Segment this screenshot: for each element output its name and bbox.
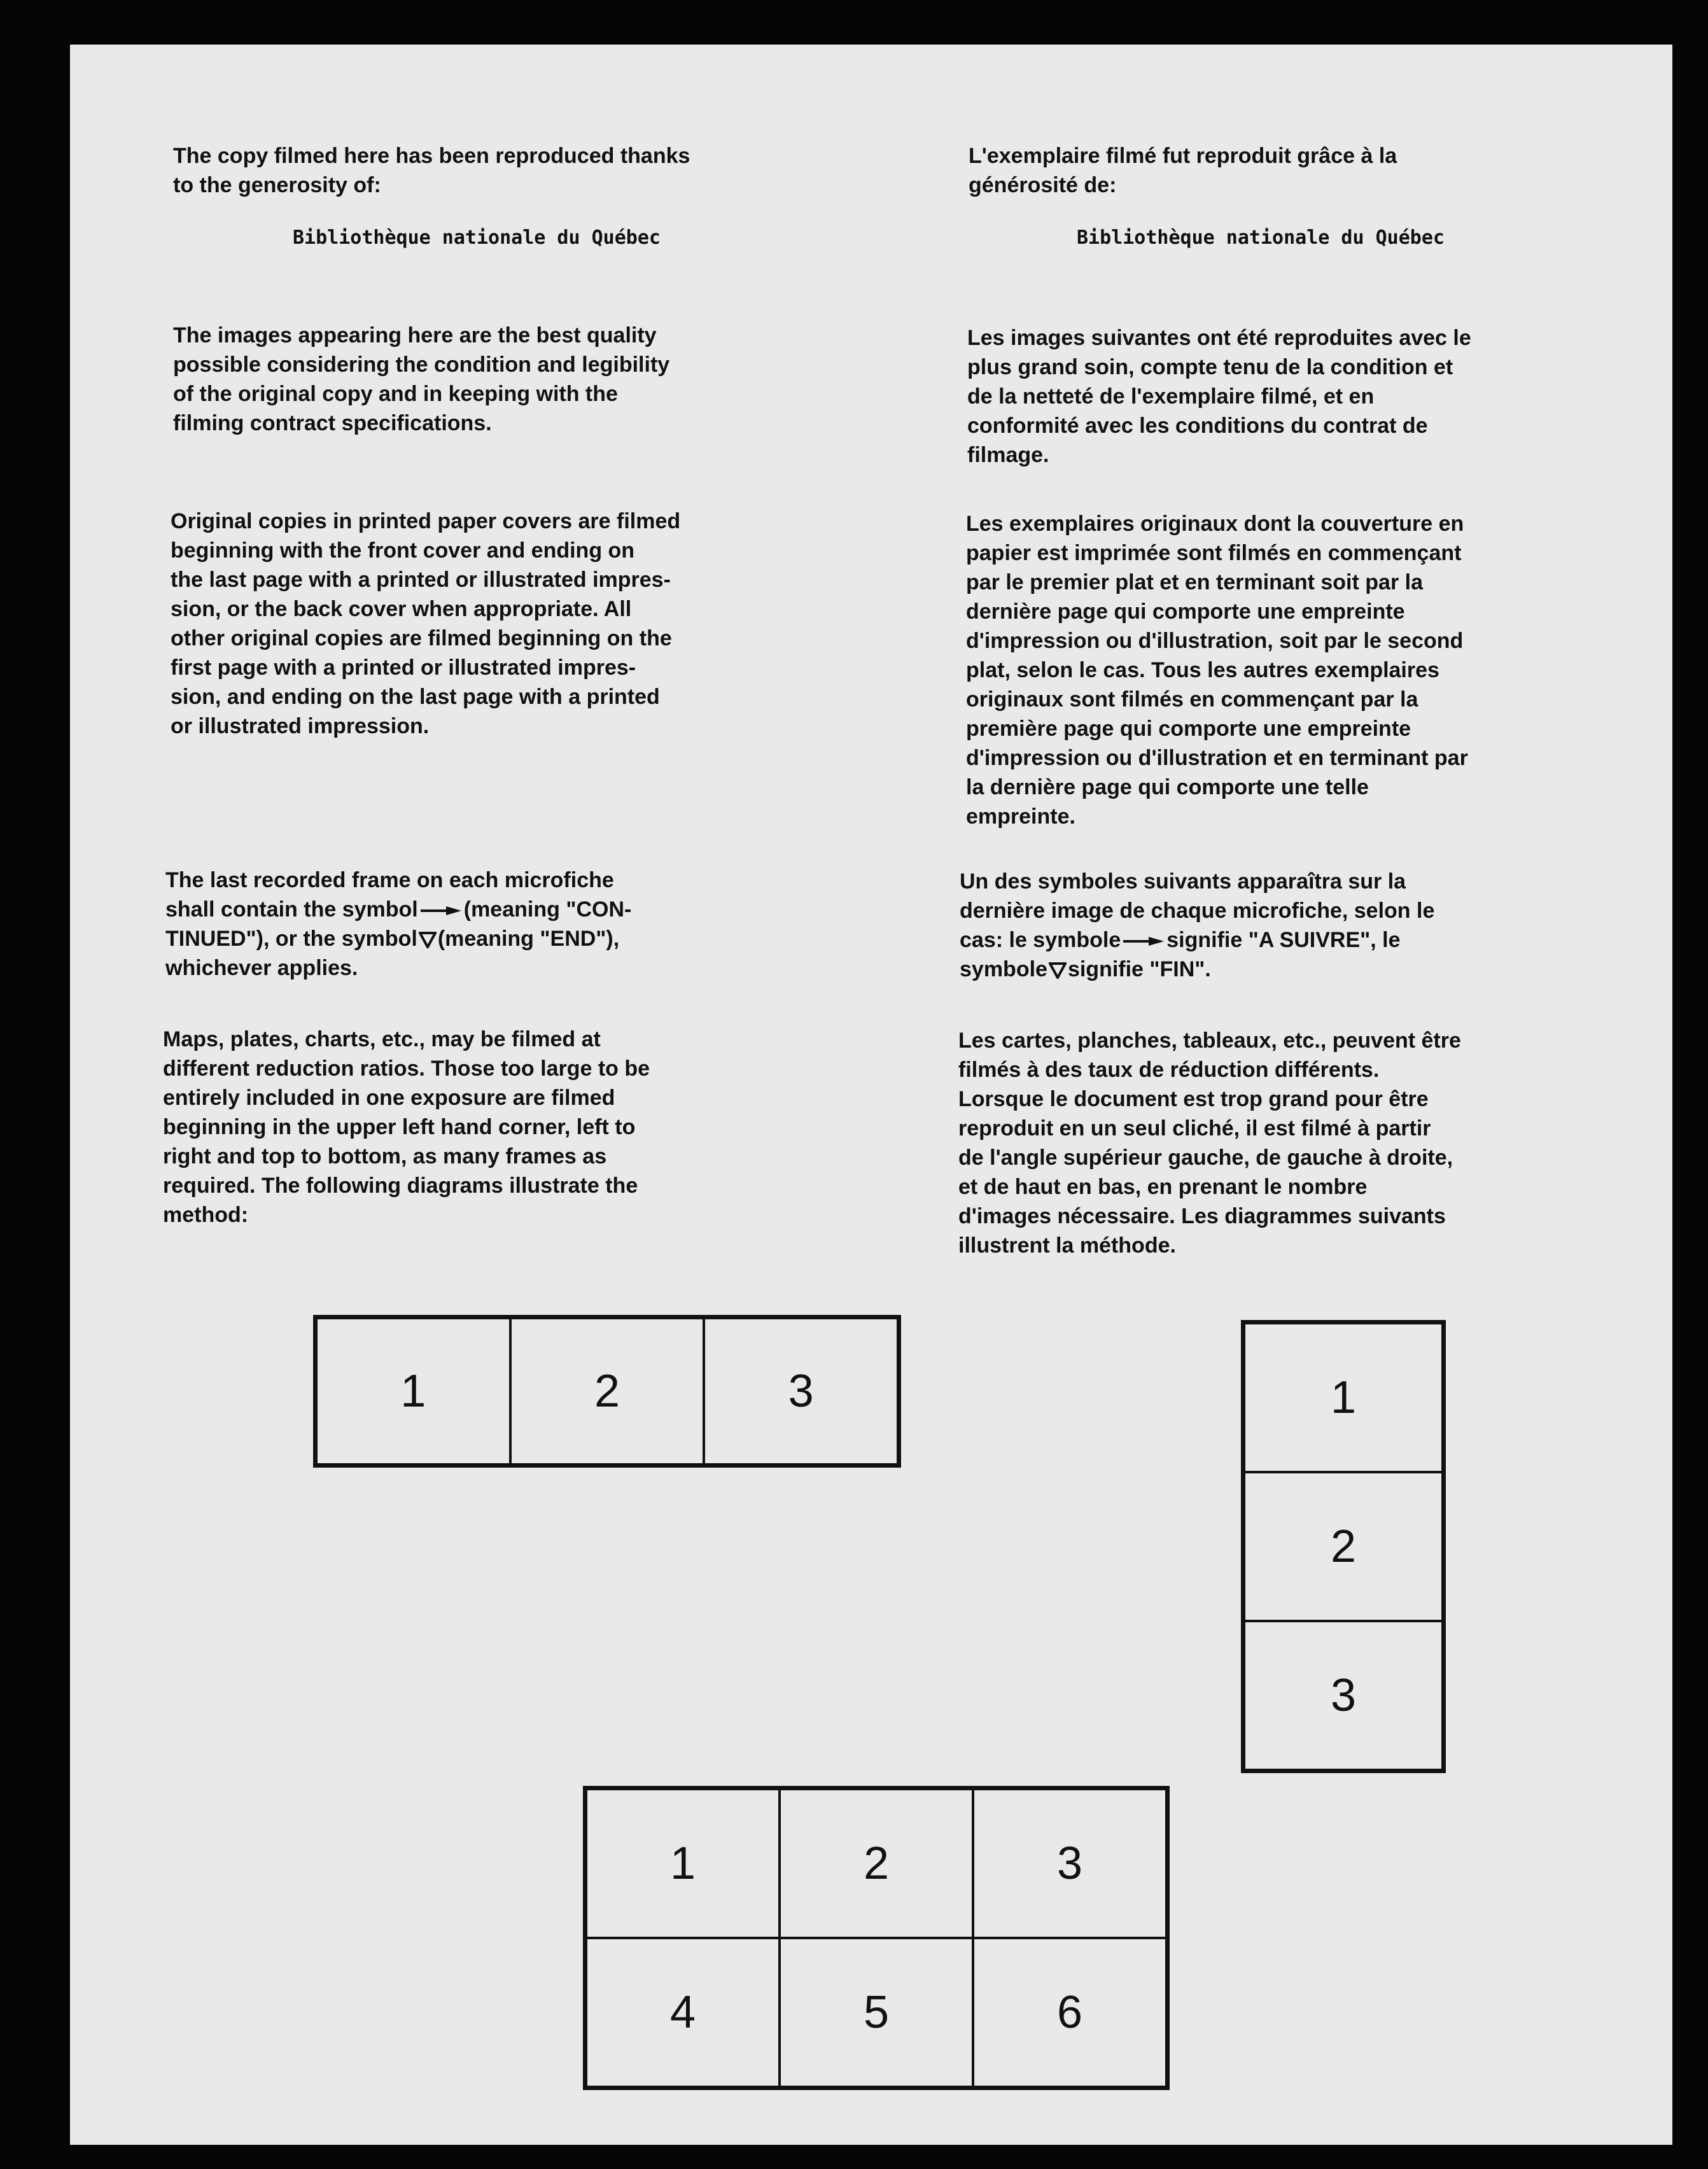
right-symbols-text-3: signifie "FIN".	[1067, 957, 1211, 981]
left-quality-paragraph: The images appearing here are the best quality possible considering the condition and legibility of the original copy and in keeping with the filming contract specifications.	[173, 323, 670, 435]
right-originals-paragraph: Les exemplaires originaux dont la couverture en papier est imprimée sont filmés en commençant par le premier plat et en terminant soit par la dernière page qui comporte une empreinte d'impression ou d'illustration, soit par le second plat, selon le cas. Tous les autres exemplaires originaux sont filmés en commençant par la première page qui comporte une empreinte d'impression ou d'illustration et en terminant par la dernière page qui comporte une telle empreinte.	[966, 512, 1468, 829]
diagram-vertical	[1241, 1320, 1446, 1773]
diagram-horizontal	[313, 1315, 901, 1468]
left-symbols-paragraph	[165, 866, 631, 983]
diagram-grid	[583, 1786, 1170, 2090]
diagram-frame: 1	[316, 1318, 510, 1464]
diagram-frame: 1	[1244, 1323, 1443, 1472]
left-maps-paragraph: Maps, plates, charts, etc., may be filmed at different reduction ratios. Those too large to be entirely included in one exposure are filmed beginning in the upper left hand corner, left to right and top to bottom, as many frames as required. The following diagrams illustrate the method:	[163, 1027, 650, 1227]
diagram-frame: 3	[1244, 1621, 1443, 1770]
diagram-frame: 3	[704, 1318, 898, 1464]
right-symbols-text-1: Un des symboles suivants apparaîtra sur la dernière image de chaque microfiche, selon le cas: le symbole	[960, 869, 1435, 952]
diagram-frame: 2	[510, 1318, 704, 1464]
diagram-frame: 2	[1244, 1472, 1443, 1621]
right-symbols-text-2: signifie "A SUIVRE", le symbole	[960, 928, 1401, 981]
right-quality-paragraph: Les images suivantes ont été reproduites avec le plus grand soin, compte tenu de la condition et de la netteté de l'exemplaire filmé, et en conformité avec les conditions du contrat de filmage.	[967, 326, 1471, 467]
end-triangle-icon	[1049, 962, 1067, 979]
left-library-name: Bibliothèque nationale du Québec	[293, 227, 661, 249]
diagram-frame: 3	[973, 1789, 1166, 1938]
diagram-frame: 6	[973, 1938, 1166, 2087]
left-symbols-text-1: The last recorded frame on each microfiche shall contain the symbol	[165, 868, 614, 922]
diagram-frame: 5	[780, 1938, 973, 2087]
left-thanks: The copy filmed here has been reproduced thanks to the generosity of:	[173, 144, 690, 197]
continued-arrow-icon	[1123, 937, 1164, 946]
left-originals-paragraph: Original copies in printed paper covers are filmed beginning with the front cover and ending on the last page with a printed or illustrated impres- sion, or the back cover when appropriate. All other original copies are filmed beginning on the first page with a printed or illustrated impres- sion, and ending on the last page with a printed or illustrated impression.	[171, 509, 681, 738]
right-library-name: Bibliothèque nationale du Québec	[1077, 227, 1445, 249]
diagram-frame: 4	[586, 1938, 780, 2087]
left-symbols-text-3: (meaning "END"), whichever applies.	[165, 927, 620, 980]
diagram-frame: 2	[780, 1789, 973, 1938]
right-maps-paragraph: Les cartes, planches, tableaux, etc., peuvent être filmés à des taux de réduction différents. Lorsque le document est trop grand pour être reproduit en un seul cliché, il est filmé à partir de l'angle supérieur gauche, de gauche à droite, et de haut en bas, en prenant le nombre d'images nécessaire. Les diagrammes suivants illustrent la méthode.	[958, 1028, 1461, 1258]
continued-arrow-icon	[421, 906, 461, 915]
right-thanks: L'exemplaire filmé fut reproduit grâce à la générosité de:	[969, 144, 1397, 197]
diagram-frame: 1	[586, 1789, 780, 1938]
end-triangle-icon	[419, 932, 437, 948]
right-symbols-paragraph	[960, 867, 1434, 984]
document-page	[70, 45, 1672, 2145]
left-symbols-text-2: (meaning "CON- TINUED"), or the symbol	[165, 897, 632, 951]
